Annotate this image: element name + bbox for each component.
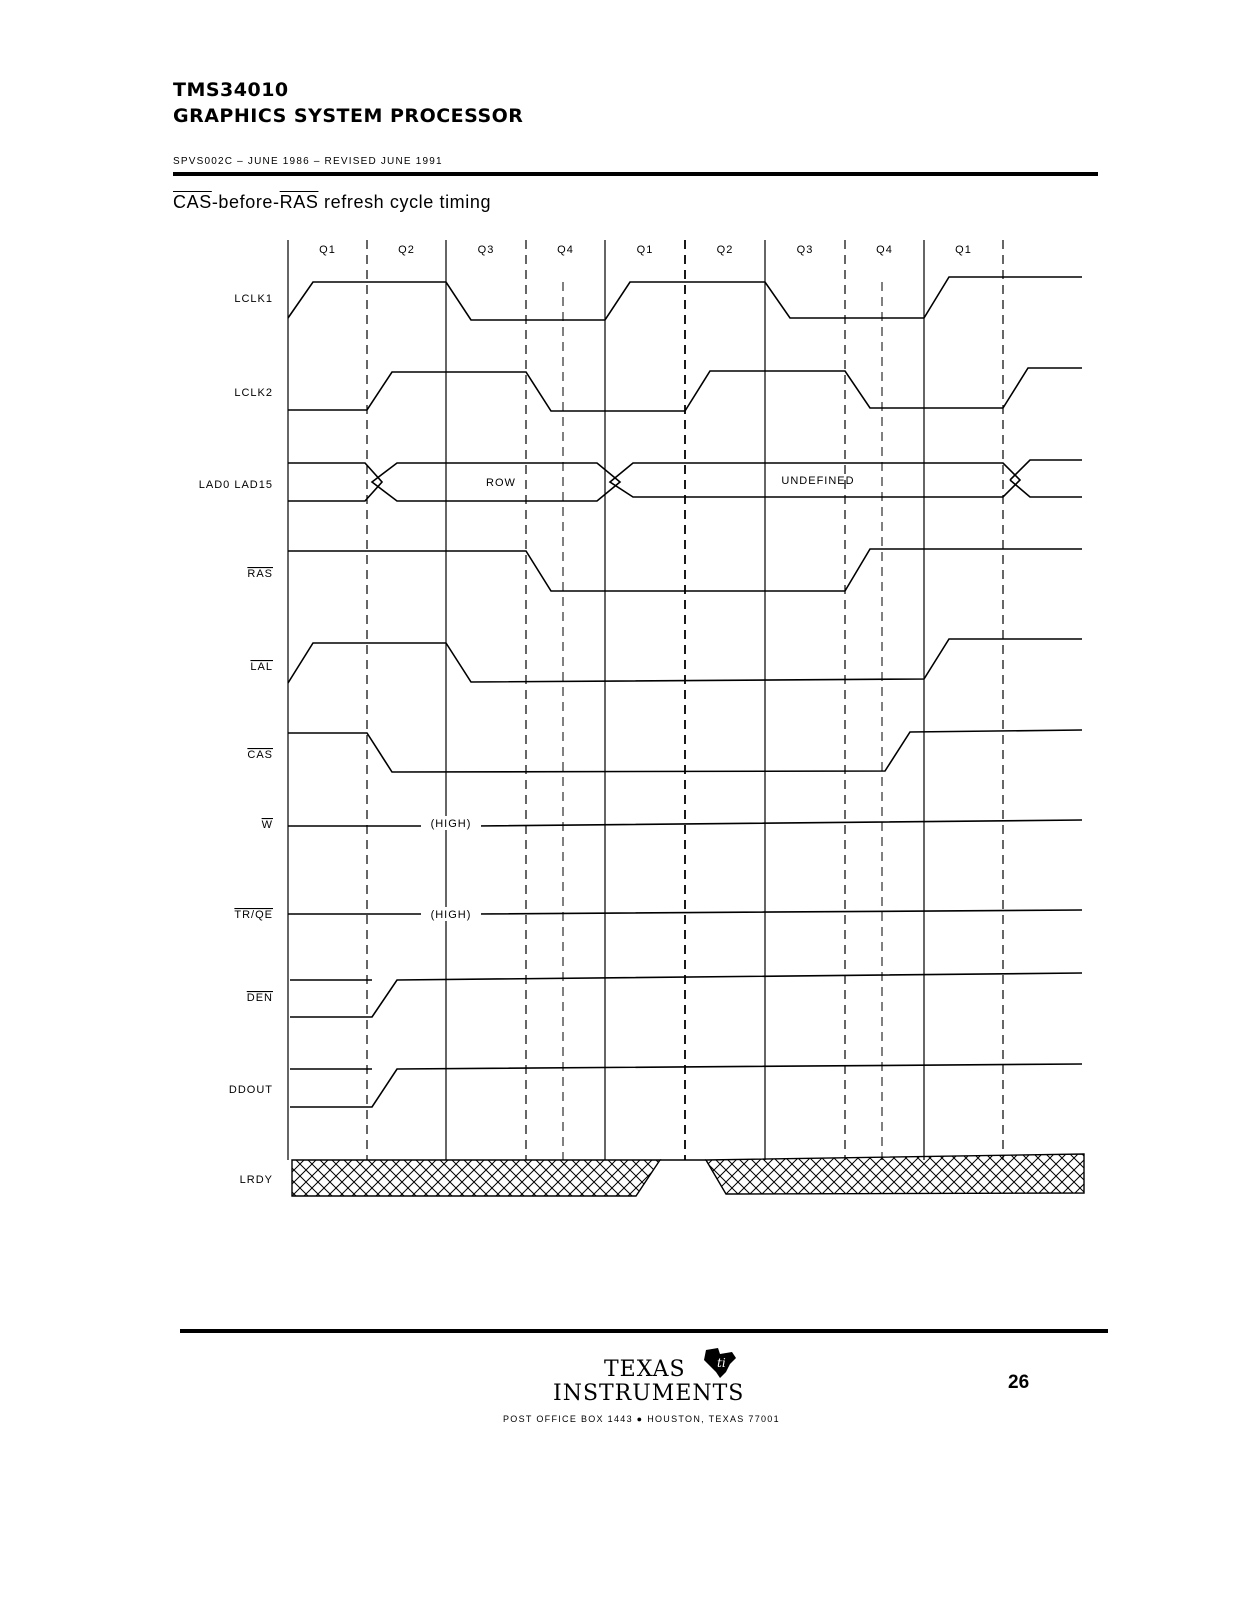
section-title-cas: $\overline{CAS}$ <box>173 192 212 212</box>
signal-label: TR/QE <box>234 909 273 921</box>
lrdy-dont-care-1 <box>292 1160 660 1196</box>
quarter-label: Q2 <box>716 244 734 256</box>
signal-label: CAS <box>247 749 273 761</box>
trqe-high-label: (HIGH) <box>430 909 472 921</box>
quarter-label: Q1 <box>319 244 336 256</box>
w-high-label: (HIGH) <box>430 818 472 830</box>
document-title: TMS34010 <box>173 79 289 101</box>
svg-text:ti: ti <box>717 1356 726 1370</box>
section-title-rest: refresh cycle timing <box>318 192 492 212</box>
quarter-label: Q3 <box>477 244 495 256</box>
quarter-labels <box>319 244 972 256</box>
den-waveform <box>290 973 1082 1017</box>
ddout-waveform <box>290 1064 1082 1107</box>
quarter-label: Q3 <box>796 244 814 256</box>
section-title-ras: $\overline{RAS}$ <box>279 192 319 212</box>
ti-logo-icon <box>700 1346 740 1380</box>
signal-label: LAD0 LAD15 <box>198 479 273 491</box>
bus-row-label: ROW <box>486 477 516 489</box>
logo-instruments-text: INSTRUMENTS <box>553 1381 745 1406</box>
section-title-mid: -before- <box>211 192 280 212</box>
signal-waveforms <box>288 277 1084 1196</box>
quarter-label: Q4 <box>557 244 574 256</box>
page-number: 26 <box>1008 1372 1030 1393</box>
quarter-cycle-gridlines <box>288 240 1003 1160</box>
lad-bus-first <box>288 463 382 501</box>
signal-label: LCLK2 <box>234 387 273 399</box>
quarter-label: Q2 <box>398 244 415 256</box>
lclk2-waveform <box>288 368 1082 411</box>
document-subtitle: GRAPHICS SYSTEM PROCESSOR <box>173 105 524 127</box>
signal-label: RAS <box>247 568 273 580</box>
bus-annotations <box>421 475 855 921</box>
trqe-waveform <box>288 910 1082 914</box>
signal-label: DDOUT <box>228 1084 273 1096</box>
logo-texas-text: TEXAS <box>604 1357 686 1382</box>
signal-labels <box>199 293 273 1186</box>
bus-undefined-label: UNDEFINED <box>781 475 855 487</box>
signal-label: DEN <box>246 992 273 1004</box>
lclk1-waveform <box>288 277 1082 320</box>
footer-rule <box>180 1329 1108 1333</box>
quarter-label: Q1 <box>955 244 972 256</box>
document-reference: SPVS002C – JUNE 1986 – REVISED JUNE 1991 <box>173 156 443 167</box>
lrdy-dont-care-2 <box>706 1154 1084 1194</box>
lad-bus-last <box>1010 460 1082 497</box>
signal-label: W <box>261 819 273 831</box>
quarter-label: Q4 <box>876 244 893 256</box>
company-address: POST OFFICE BOX 1443 ● HOUSTON, TEXAS 77001 <box>503 1414 780 1424</box>
signal-label: LRDY <box>239 1174 273 1186</box>
signal-label: LAL <box>250 661 273 673</box>
quarter-label: Q1 <box>636 244 654 256</box>
signal-label: LCLK1 <box>234 293 273 305</box>
